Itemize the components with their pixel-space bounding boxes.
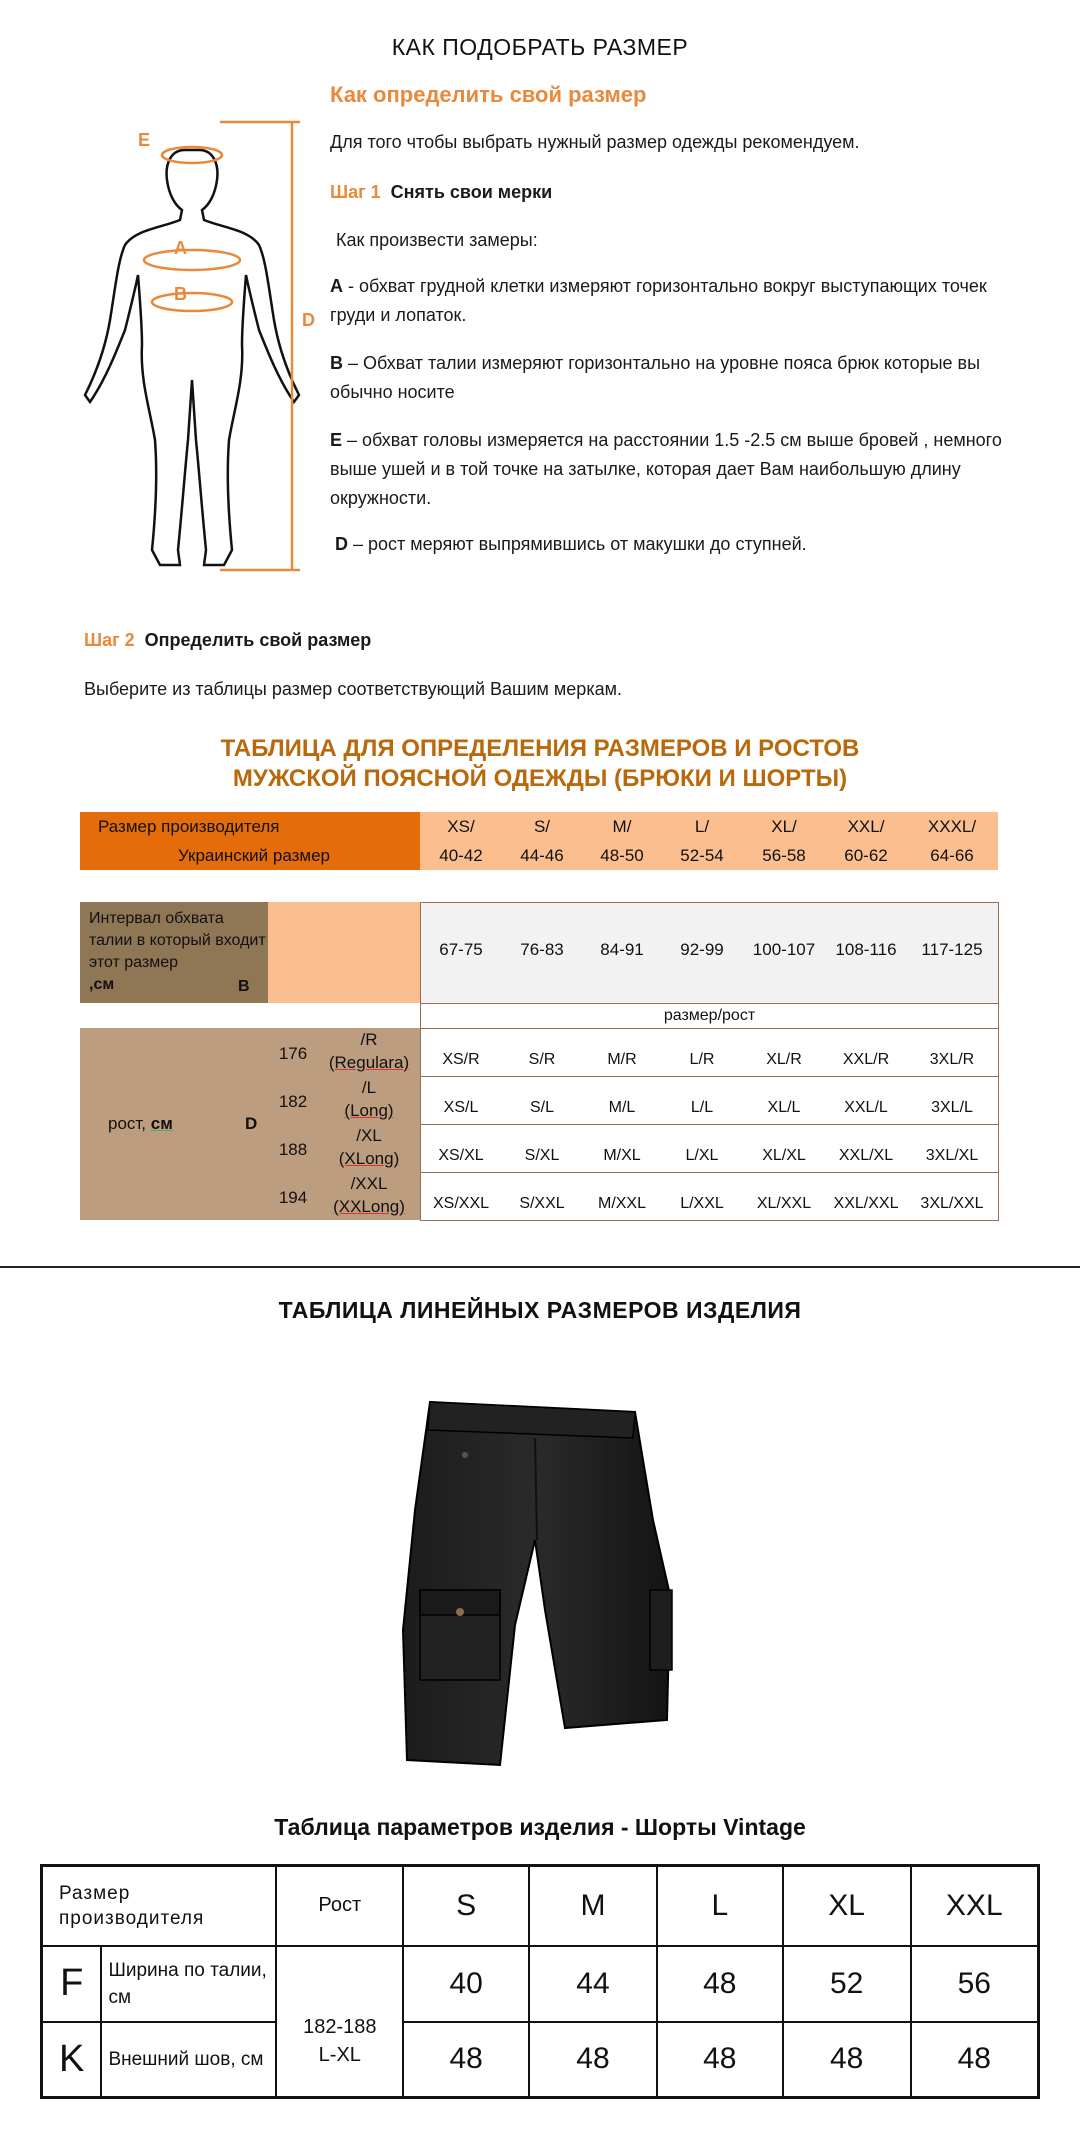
- size-height-cell: L/L: [690, 1099, 714, 1116]
- ua-size-cell: 64-66: [906, 841, 998, 870]
- height-code-short: /L: [361, 1078, 377, 1097]
- product-height-label: Рост: [276, 1866, 403, 1946]
- height-code: [318, 1028, 420, 1074]
- maker-size-cell: XL/: [742, 812, 826, 841]
- size-height-cell: 3XL/L: [931, 1099, 973, 1116]
- size-height-cell: XL/XXL: [756, 1195, 812, 1212]
- measure-a-text: - обхват грудной клетки измеряют горизонтально вокруг выступающих точек груди и лопаток.: [330, 276, 987, 325]
- measure-d-key: D: [335, 534, 348, 554]
- product-table-title: Таблица параметров изделия - Шорты Vintage: [274, 1814, 806, 1840]
- size-height-cell: XS/XL: [438, 1147, 484, 1164]
- measure-b-text: – Обхват талии измеряют горизонтально на уровне пояса брюк которые вы обычно носите: [330, 353, 981, 402]
- linear-sizes-title: ТАБЛИЦА ЛИНЕЙНЫХ РАЗМЕРОВ ИЗДЕЛИЯ: [278, 1297, 802, 1323]
- height-value: 176: [278, 1044, 308, 1063]
- height-code: [318, 1172, 420, 1218]
- product-row-key: F: [42, 1946, 102, 2022]
- figure-label-b: B: [174, 284, 187, 304]
- figure-label-a: A: [174, 238, 187, 258]
- product-params-table: [40, 1864, 1040, 2099]
- measure-b: [330, 349, 1020, 407]
- height-value: 188: [278, 1140, 308, 1159]
- size-height-cell: M/XL: [603, 1147, 641, 1164]
- product-size-header: M: [529, 1866, 657, 1946]
- size-height-cell: XS/R: [442, 1051, 480, 1068]
- ua-size-cell: 48-50: [582, 841, 662, 870]
- product-height-value-2: L-XL: [318, 2044, 361, 2067]
- height-code-name: (XLong): [338, 1149, 400, 1168]
- maker-size-cell: XXL/: [826, 812, 906, 841]
- product-height-value: [276, 1946, 403, 2098]
- measure-d: [335, 530, 1025, 559]
- how-label: Как произвести замеры:: [336, 230, 538, 250]
- measure-b-key: B: [330, 353, 343, 373]
- height-value: 182: [278, 1092, 308, 1111]
- height-value: 194: [278, 1188, 308, 1207]
- measure-e: [330, 426, 1020, 513]
- product-value-cell: 40: [403, 1946, 529, 2022]
- size-table-title-1: ТАБЛИЦА ДЛЯ ОПРЕДЕЛЕНИЯ РАЗМЕРОВ И РОСТОВ: [220, 735, 860, 762]
- step2-desc: Выберите из таблицы размер соответствующий Вашим меркам.: [84, 679, 622, 699]
- height-code-short: /R: [360, 1030, 378, 1049]
- height-unit: см: [150, 1114, 173, 1133]
- measure-d-text: – рост меряют выпрямившись от макушки до ступней.: [348, 534, 807, 554]
- size-height-cell: M/L: [608, 1099, 636, 1116]
- step1-label: Шаг 1: [330, 182, 381, 202]
- product-row-waist: [42, 1946, 1039, 2022]
- maker-size-cell: M/: [582, 812, 662, 841]
- maker-size-cell: S/: [502, 812, 582, 841]
- ua-size-label: Украинский размер: [80, 841, 420, 870]
- ua-size-cell: 56-58: [742, 841, 826, 870]
- figure-label-e: E: [138, 130, 151, 150]
- waist-label-box: [80, 902, 268, 1003]
- ua-size-row: [80, 841, 998, 870]
- product-maker-label: Размер производителя: [42, 1866, 277, 1946]
- step1-text: Снять свои мерки: [390, 182, 553, 202]
- product-value-cell: 48: [657, 1946, 783, 2022]
- step2: [84, 626, 784, 655]
- size-height-cell: XL/XL: [762, 1147, 806, 1164]
- height-code-name: (XXLong): [333, 1197, 405, 1216]
- size-height-cell: 3XL/XL: [925, 1147, 979, 1164]
- step2-label: Шаг 2: [84, 630, 135, 650]
- product-size-header: L: [657, 1866, 783, 1946]
- guide-intro: Для того чтобы выбрать нужный размер одежды рекомендуем.: [330, 132, 860, 152]
- product-value-cell: 48: [403, 2022, 529, 2098]
- size-height-cell: L/R: [689, 1051, 715, 1068]
- size-height-cell: XL/R: [766, 1051, 802, 1068]
- size-height-cell: XS/L: [443, 1099, 479, 1116]
- size-height-cell: XS/XXL: [432, 1195, 490, 1212]
- product-value-cell: 48: [783, 2022, 911, 2098]
- product-header-row: [42, 1866, 1039, 1946]
- size-height-header: размер/рост: [420, 1003, 999, 1029]
- maker-size-table: [80, 812, 998, 870]
- product-size-header: XL: [783, 1866, 911, 1946]
- waist-spacer: [268, 902, 420, 1003]
- height-code-short: /XXL: [350, 1174, 388, 1193]
- size-height-cell: S/XXL: [519, 1195, 565, 1212]
- waist-unit: ,см: [89, 976, 115, 993]
- measure-e-text: – обхват головы измеряется на расстоянии 1.5 -2.5 см выше бровей , немного выше ушей и в той точке на затылке, которая дает Вам наибольшую длину окружности.: [330, 430, 1002, 508]
- waist-value: 100-107: [752, 940, 816, 959]
- size-height-cell: XXL/XXL: [833, 1195, 899, 1212]
- height-label: [108, 1114, 173, 1134]
- height-code-name: (Long): [344, 1101, 394, 1120]
- size-height-cell: 3XL/XXL: [920, 1195, 984, 1212]
- measure-a: [330, 272, 1020, 330]
- product-height-value-1: 182-188: [303, 2016, 377, 2039]
- size-height-cell: XXL/R: [842, 1051, 890, 1068]
- waist-value: 76-83: [520, 940, 564, 959]
- size-height-cell: S/XL: [524, 1147, 560, 1164]
- ua-size-cell: 60-62: [826, 841, 906, 870]
- height-code: [318, 1076, 420, 1122]
- step1: [330, 178, 1030, 207]
- height-code-name: (Regulara): [328, 1053, 410, 1072]
- maker-size-cell: L/: [662, 812, 742, 841]
- waist-value: 92-99: [680, 940, 724, 959]
- size-height-cell: XXL/XL: [838, 1147, 894, 1164]
- product-value-cell: 48: [529, 2022, 657, 2098]
- waist-value: 108-116: [835, 940, 897, 959]
- body-measurement-figure: [70, 110, 330, 590]
- size-height-cell: S/L: [529, 1099, 554, 1116]
- step2-text: Определить свой размер: [144, 630, 372, 650]
- measure-a-key: A: [330, 276, 343, 296]
- guide-heading: Как определить свой размер: [330, 82, 647, 107]
- measure-e-key: E: [330, 430, 343, 450]
- waist-values-row: [420, 940, 998, 960]
- waist-value: 117-125: [921, 940, 983, 959]
- size-height-cell: L/XL: [685, 1147, 719, 1164]
- size-height-cell: M/R: [607, 1051, 637, 1068]
- size-height-cell: S/R: [528, 1051, 556, 1068]
- waist-label: Интервал обхвата талии в который входит этот размер: [89, 910, 266, 971]
- maker-size-row: [80, 812, 998, 841]
- waist-value: 84-91: [600, 940, 644, 959]
- product-value-cell: 44: [529, 1946, 657, 2022]
- ua-size-cell: 44-46: [502, 841, 582, 870]
- size-table-title-2: МУЖСКОЙ ПОЯСНОЙ ОДЕЖДЫ (БРЮКИ И ШОРТЫ): [232, 765, 848, 792]
- height-code-short: /XL: [356, 1126, 382, 1145]
- maker-size-label: Размер производителя: [80, 812, 420, 841]
- figure-label-d: D: [302, 310, 315, 330]
- ua-size-cell: 52-54: [662, 841, 742, 870]
- maker-size-cell: XXXL/: [906, 812, 998, 841]
- product-value-cell: 52: [783, 1946, 911, 2022]
- product-value-cell: 48: [657, 2022, 783, 2098]
- height-code: [318, 1124, 420, 1170]
- maker-size-cell: XS/: [420, 812, 502, 841]
- section-divider: [0, 1266, 1080, 1268]
- height-label-text: рост,: [108, 1114, 147, 1133]
- height-key: D: [245, 1114, 258, 1133]
- size-height-cell: XXL/L: [844, 1099, 888, 1116]
- size-height-cell: M/XXL: [597, 1195, 646, 1212]
- product-row-seam: [42, 2022, 1039, 2098]
- size-height-cell: L/XXL: [680, 1195, 724, 1212]
- page-title: КАК ПОДОБРАТЬ РАЗМЕР: [391, 34, 689, 60]
- product-size-header: XXL: [911, 1866, 1039, 1946]
- product-value-cell: 56: [911, 1946, 1039, 2022]
- product-row-label: Ширина по талии, см: [101, 1946, 276, 2022]
- shorts-product-image: [395, 1390, 685, 1790]
- product-row-label: Внешний шов, см: [101, 2022, 276, 2098]
- product-size-header: S: [403, 1866, 529, 1946]
- size-height-cell: 3XL/R: [929, 1051, 975, 1068]
- product-row-key: K: [42, 2022, 102, 2098]
- size-height-cell: XL/L: [767, 1099, 801, 1116]
- waist-value: 67-75: [439, 940, 483, 959]
- ua-size-cell: 40-42: [420, 841, 502, 870]
- product-value-cell: 48: [911, 2022, 1039, 2098]
- waist-key: B: [238, 978, 250, 995]
